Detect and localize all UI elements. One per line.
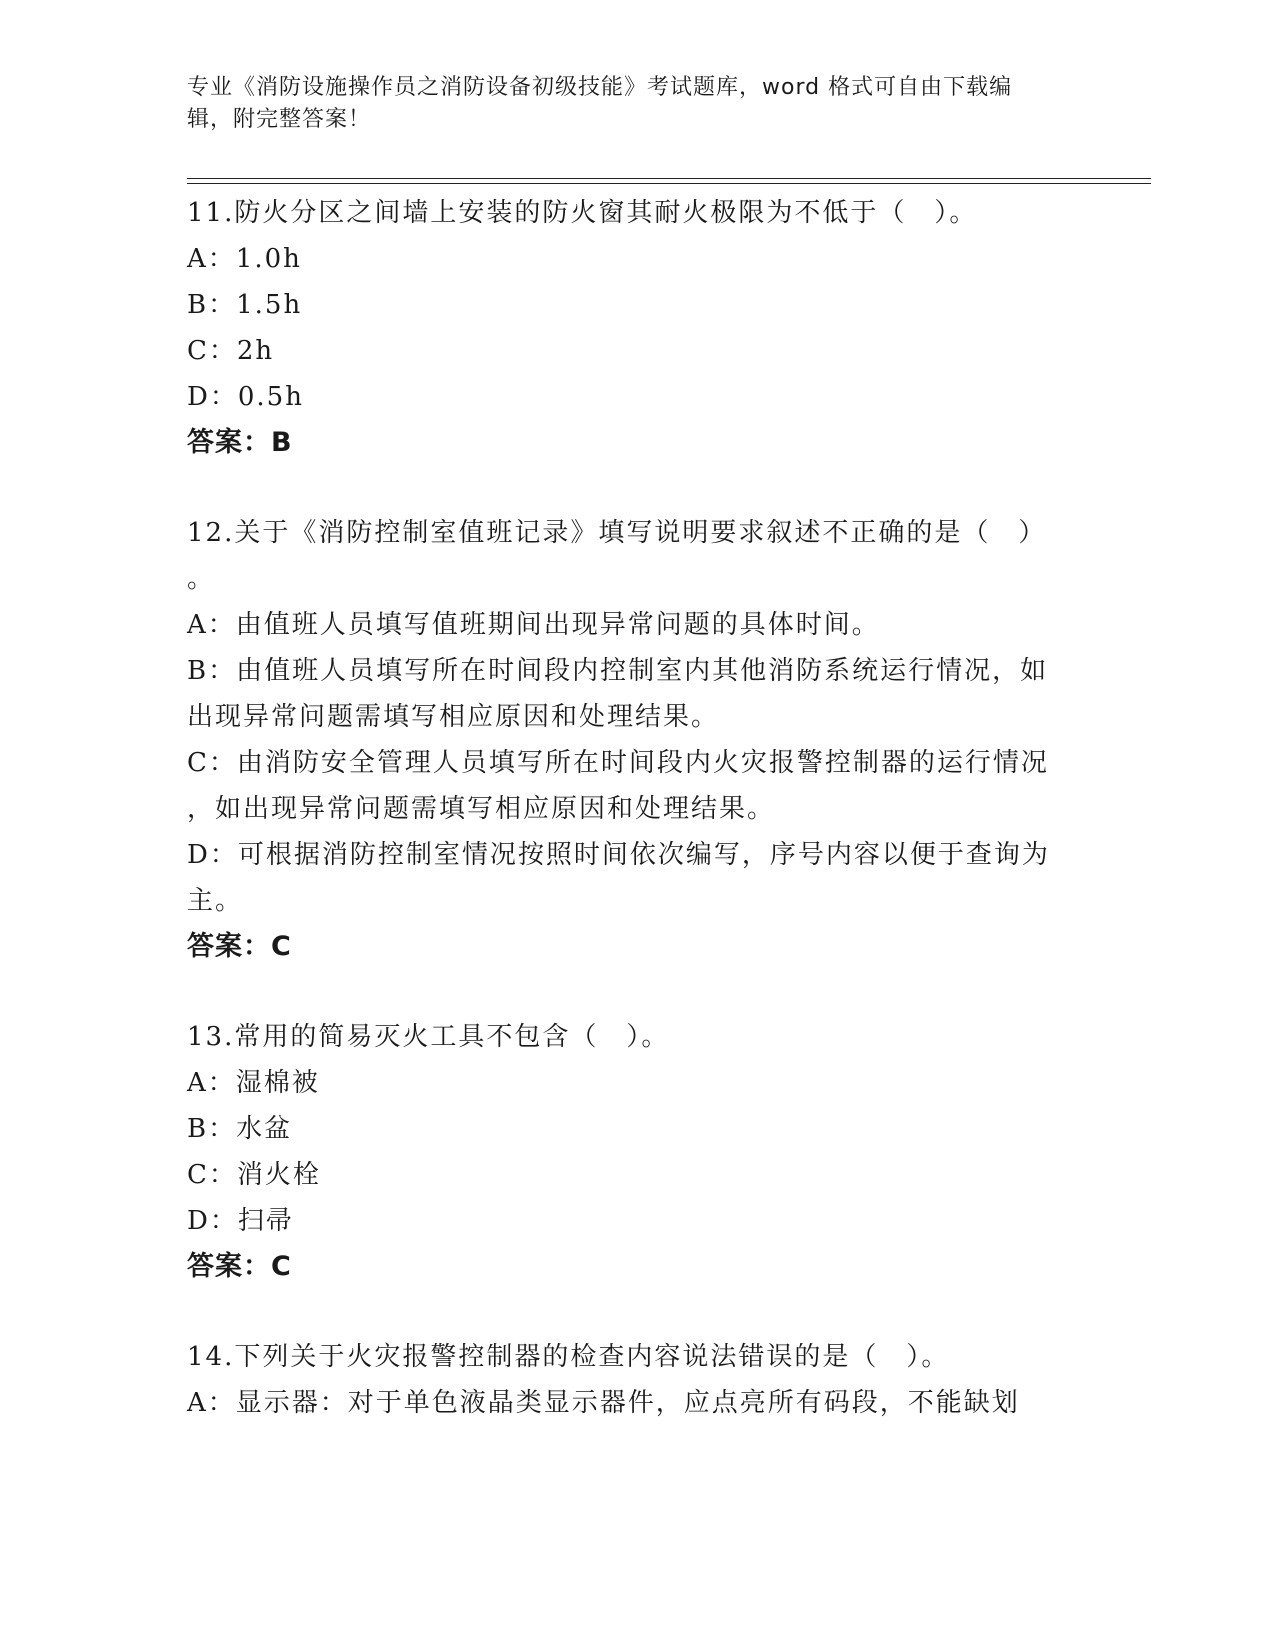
answer-option: C：由消防安全管理人员填写所在时间段内火灾报警控制器的运行情况 <box>187 748 1049 778</box>
answer-option: A：1.0h <box>187 244 302 274</box>
answer-key: 答案：C <box>187 931 292 962</box>
answer-key: 答案：C <box>187 1251 292 1282</box>
question-spacer <box>187 466 1077 510</box>
answer-option: C：消火栓 <box>187 1160 321 1190</box>
question-block <box>187 190 1077 510</box>
answer-option: B：由值班人员填写所在时间段内控制室内其他消防系统运行情况，如 <box>187 656 1049 686</box>
answer-option: A：湿棉被 <box>187 1068 320 1098</box>
answer-option: D：扫帚 <box>187 1206 294 1236</box>
header-divider-bottom <box>187 183 1151 184</box>
question-stem: 11.防火分区之间墙上安装的防火窗其耐火极限为不低于（ ）。 <box>187 198 978 228</box>
answer-option: A：显示器：对于单色液晶类显示器件，应点亮所有码段，不能缺划 <box>187 1388 1020 1418</box>
answer-option: B：1.5h <box>187 290 303 320</box>
question-spacer <box>187 970 1077 1014</box>
question-block <box>187 1334 1077 1426</box>
answer-option: 主。 <box>187 886 244 916</box>
document-header <box>187 72 1067 136</box>
header-line-2: 辑，附完整答案！ <box>187 107 372 132</box>
answer-option: D：可根据消防控制室情况按照时间依次编写，序号内容以便于查询为 <box>187 840 1050 870</box>
answer-option: B：水盆 <box>187 1114 293 1144</box>
answer-option: 出现异常问题需填写相应原因和处理结果。 <box>187 702 720 732</box>
question-list <box>187 190 1077 1426</box>
question-block <box>187 1014 1077 1334</box>
question-stem: 13.常用的简易灭火工具不包含（ ）。 <box>187 1022 670 1052</box>
header-divider-top <box>187 178 1151 179</box>
answer-key: 答案：B <box>187 427 293 458</box>
answer-option: D：0.5h <box>187 382 304 412</box>
question-stem: 12.关于《消防控制室值班记录》填写说明要求叙述不正确的是（ ） <box>187 518 1047 548</box>
question-stem: 14.下列关于火灾报警控制器的检查内容说法错误的是（ ）。 <box>187 1342 950 1372</box>
answer-option: A：由值班人员填写值班期间出现异常问题的具体时间。 <box>187 610 880 640</box>
question-block <box>187 510 1077 1014</box>
answer-option: C：2h <box>187 336 275 366</box>
question-spacer <box>187 1290 1077 1334</box>
header-line-1: 专业《消防设施操作员之消防设备初级技能》考试题库，word 格式可自由下载编 <box>187 75 1013 100</box>
answer-option: ，如出现异常问题需填写相应原因和处理结果。 <box>187 794 776 824</box>
question-stem: 。 <box>187 564 216 594</box>
